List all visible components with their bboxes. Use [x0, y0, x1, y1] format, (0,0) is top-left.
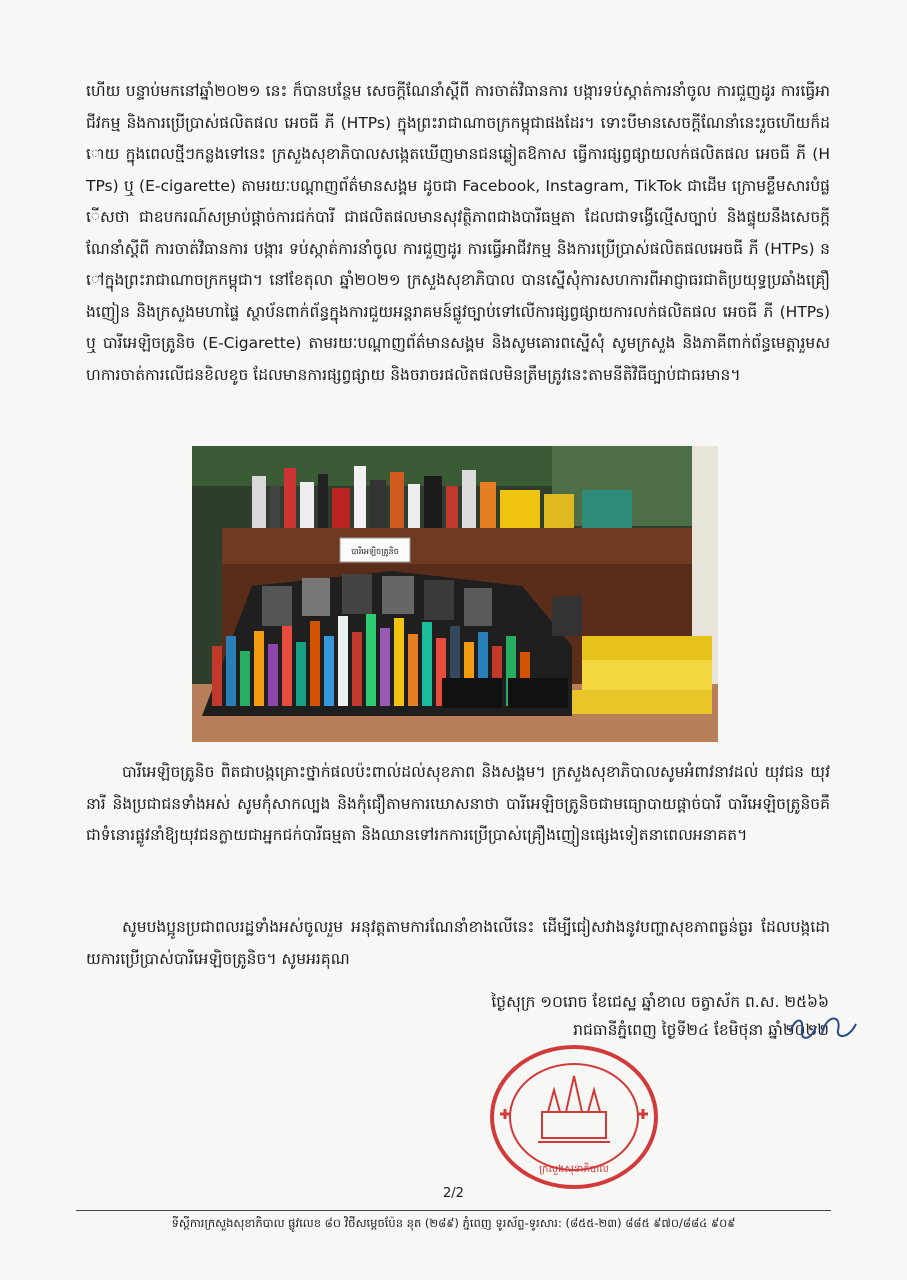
handwritten-signature: [786, 1006, 866, 1050]
footer-address: ទីស្ដីការក្រសួងសុខាភិបាល ផ្លូវលេខ ៨០ វិថីសម្ដេចប៉ែន នុត (២៨៩) ភ្នំពេញ ទូរស័ព្ទ-ទូរសារ: (៨៥៥-២៣) ៨៨៥ ៩៧០/៨៨៤ ៩០៩: [171, 1216, 736, 1230]
dateline-solar: រាជធានីភ្នំពេញ ថ្ងៃទី២៤ ខែមិថុនា ឆ្នាំ២០២២: [573, 1021, 829, 1039]
svg-text:ក្រសួងសុខាភិបាល: ក្រសួងសុខាភិបាល: [539, 1164, 609, 1175]
product-cluster-main: [202, 571, 572, 716]
ministry-seal-stamp: [486, 1042, 662, 1192]
footer-divider: [76, 1210, 831, 1211]
body-paragraph-3: សូមបងប្អូនប្រជាពលរដ្ឋទាំងអស់ចូលរួម អនុវត្តតាមការណែនាំខាងលើនេះ ដើម្បីជៀសវាងនូវបញ្ហាសុខភាពធ្ងន់ធ្ងរ ដែលបង្កដោយការប្រើប្រាស់បារីអេឡិចត្រូនិច។ សូមអរគុណ: [86, 918, 830, 968]
photo-sign-label: បារីអេឡិចត្រូនិច: [351, 547, 399, 556]
page-number: 2/2: [443, 1186, 464, 1201]
body-paragraph-1: ហើយ បន្ទាប់មកនៅឆ្នាំ២០២១ នេះ ក៏បានបន្ថែម សេចក្ដីណែនាំស្ដីពី ការចាត់វិធានការ បង្ការទប់ស្កាត់ការនាំចូល ការជួញដូរ ការធ្វើអាជីវកម្ម និងការប្រើប្រាស់ផលិតផល អេចធី ភី (HTPs) ក្នុងព្រះរាជាណាចក្រកម្ពុជាផងដែរ។ ទោះបីមានសេចក្ដីណែនាំនេះរួចហើយក៏ដោយ ក្នុងពេលថ្មីៗកន្លងទៅនេះ ក្រសួងសុខាភិបាលសង្កេតឃើញមានជនឆ្លៀតឱកាស ធ្វើការផ្សព្វផ្សាយលក់ផលិតផល អេចធី ភី (HTPs) ឬ (E-cigarette) តាមរយៈបណ្ដាញព័ត៌មានសង្គម ដូចជា Facebook, Instagram, TikTok ជាដើម ក្រោមខ្លឹមសារបំផ្លើសថា ជាឧបករណ៍សម្រាប់ផ្ដាច់ការជក់បារី ជាផលិតផលមានសុវត្ថិភាពជាងបារីធម្មតា ដែលជាទង្វើល្មើសច្បាប់ និងផ្ទុយនឹងសេចក្ដីណែនាំស្ដីពី ការចាត់វិធានការ បង្ការ ទប់ស្កាត់ការនាំចូល ការជួញដូរ ការធ្វើអាជីវកម្ម និងការប្រើប្រាស់ផលិតផលអេចធី ភី (HTPs) នៅក្នុងព្រះរាជាណាចក្រកម្ពុជា។ នៅខែតុលា ឆ្នាំ២០២១ ក្រសួងសុខាភិបាល បានស្នើសុំការសហការពីអាជ្ញាធរជាតិប្រយុទ្ធប្រឆាំងគ្រឿងញៀន និងក្រសួងមហាផ្ទៃ ស្ថាប័នពាក់ព័ន្ធក្នុងការជួយអន្តរាគមន៍ផ្លូវច្បាប់ទៅលើការផ្សព្វផ្សាយការលក់ផលិតផល អេចធី ភី (HTPs) ឬ បារីអេឡិចត្រូនិច (E-Cigarette) តាមរយៈបណ្ដាញព័ត៌មានសង្គម និងសូមគោរពស្នើសុំ សូមក្រសួង និងភាគីពាក់ព័ន្ធមេត្តារួមសហការចាត់ការលើជនខិលខូច ដែលមានការផ្សព្វផ្សាយ និងចរាចរផលិតផលមិនត្រឹមត្រូវនេះតាមនីតិវិធីច្បាប់ជាធរមាន។: [86, 82, 830, 384]
dateline-lunar: ថ្ងៃសុក្រ ១០រោច ខែជេស្ឋ ឆ្នាំខាល ចត្វាស័ក ព.ស. ២៥៦៦: [491, 993, 829, 1011]
seized-e-cigarettes-photo: [192, 446, 718, 742]
body-paragraph-2: បារីអេឡិចត្រូនិច ពិតជាបង្កគ្រោះថ្នាក់ផលប៉ះពាល់ដល់សុខភាព និងសង្គម។ ក្រសួងសុខាភិបាលសូមអំពាវនាវដល់ យុវជន យុវនារី និងប្រជាជនទាំងអស់ សូមកុំសាកល្បង និងកុំជឿតាមការឃោសនាថា បារីអេឡិចត្រូនិចជាមធ្យោបាយផ្ដាច់បារី បារីអេឡិចត្រូនិចគឺជាទំនោរផ្លូវនាំឱ្យយុវជនក្លាយជាអ្នកជក់បារីធម្មតា និងឈានទៅរកការប្រើប្រាស់គ្រឿងញៀនផ្សេងទៀតនាពេលអនាគត។: [86, 763, 830, 844]
